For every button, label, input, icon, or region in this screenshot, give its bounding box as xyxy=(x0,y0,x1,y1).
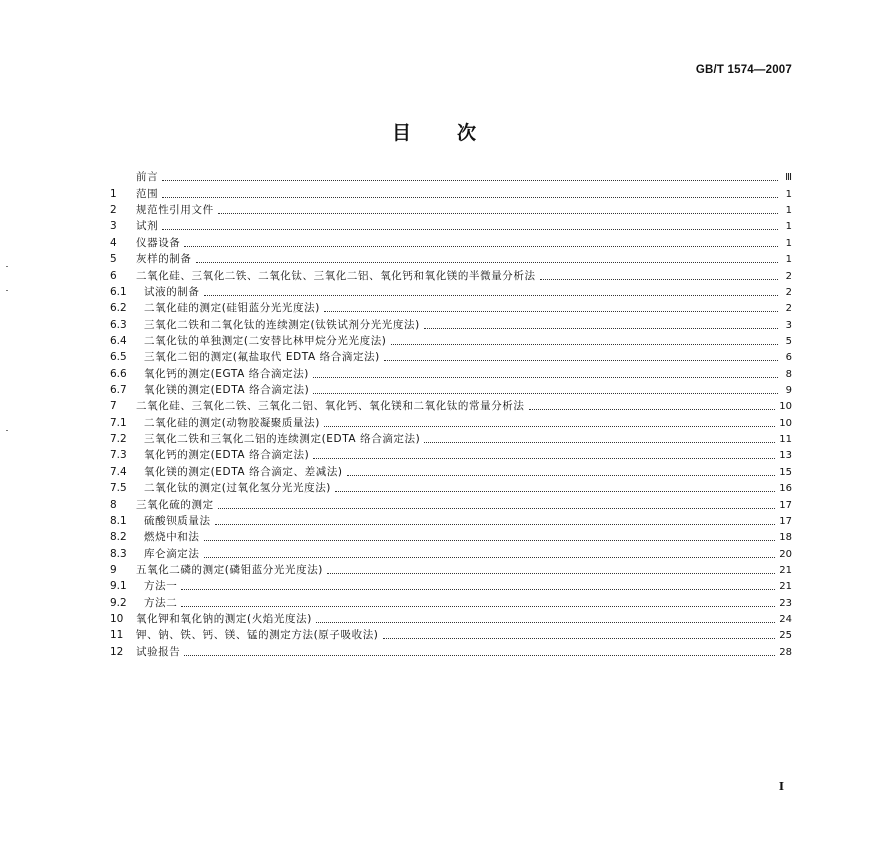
dot-leader xyxy=(347,475,776,476)
table-of-contents xyxy=(110,168,792,659)
toc-entry[interactable] xyxy=(110,184,792,200)
toc-entry-page: 2 xyxy=(785,286,792,298)
dot-leader xyxy=(204,540,776,541)
toc-entry-label: 二氧化硅的测定(动物胶凝聚质量法) xyxy=(144,416,320,429)
toc-entry-label: 硫酸钡质量法 xyxy=(144,514,211,527)
toc-entry-label: 氧化镁的测定(EDTA 络合滴定、差减法) xyxy=(144,465,343,478)
toc-entry[interactable] xyxy=(110,315,792,331)
toc-entry-number: 8 xyxy=(110,498,117,511)
dot-leader xyxy=(327,573,775,574)
scan-artifact xyxy=(6,266,8,267)
dot-leader xyxy=(313,458,775,459)
toc-entry-label: 灰样的制备 xyxy=(136,253,192,266)
toc-entry-number: 1 xyxy=(110,187,117,200)
toc-entry-label: 燃烧中和法 xyxy=(144,531,200,544)
toc-entry-page: 13 xyxy=(779,450,792,462)
toc-entry-number: 7.2 xyxy=(110,433,127,446)
toc-entry[interactable] xyxy=(110,495,792,511)
toc-entry[interactable] xyxy=(110,168,792,184)
page-number: I xyxy=(778,780,784,793)
toc-entry-label: 三氧化二铁和二氧化钛的连续测定(钛铁试剂分光光度法) xyxy=(144,318,420,331)
toc-entry-number: 6.2 xyxy=(110,302,127,315)
toc-entry-label: 规范性引用文件 xyxy=(136,204,214,217)
toc-entry-page: 15 xyxy=(779,466,792,478)
toc-entry-page: 17 xyxy=(779,499,792,511)
dot-leader xyxy=(324,426,775,427)
toc-entry-page: 8 xyxy=(785,368,792,380)
toc-entry-number: 2 xyxy=(110,204,117,217)
dot-leader xyxy=(196,262,779,263)
toc-entry[interactable] xyxy=(110,577,792,593)
toc-entry-label: 二氧化钛的单独测定(二安替比林甲烷分光光度法) xyxy=(144,334,387,347)
toc-entry-number: 9.2 xyxy=(110,596,127,609)
page-title xyxy=(0,118,870,145)
dot-leader xyxy=(162,229,778,230)
toc-entry-number: 7.4 xyxy=(110,465,127,478)
toc-entry-label: 库仑滴定法 xyxy=(144,547,200,560)
toc-entry-page: 6 xyxy=(785,352,792,364)
toc-entry-number: 7.1 xyxy=(110,416,127,429)
toc-entry-label: 氧化钙的测定(EDTA 络合滴定法) xyxy=(144,449,310,462)
toc-entry-page: 2 xyxy=(785,270,792,282)
toc-entry-page: 1 xyxy=(785,205,792,217)
dot-leader xyxy=(184,655,775,656)
dot-leader xyxy=(215,524,776,525)
dot-leader xyxy=(529,409,776,410)
toc-entry-page: 1 xyxy=(785,254,792,266)
toc-entry[interactable] xyxy=(110,217,792,233)
toc-entry-label: 三氧化二铁和三氧化二铝的连续测定(EDTA 络合滴定法) xyxy=(144,433,421,446)
dot-leader xyxy=(181,589,775,590)
toc-entry[interactable] xyxy=(110,479,792,495)
toc-entry[interactable] xyxy=(110,299,792,315)
toc-entry-label: 试液的制备 xyxy=(144,285,200,298)
toc-entry-number: 7.3 xyxy=(110,449,127,462)
toc-entry-page: 10 xyxy=(779,417,792,429)
dot-leader xyxy=(181,606,775,607)
toc-entry-page: 28 xyxy=(779,646,792,658)
toc-entry-label: 氧化镁的测定(EDTA 络合滴定法) xyxy=(144,384,310,397)
toc-entry[interactable] xyxy=(110,201,792,217)
dot-leader xyxy=(424,328,778,329)
toc-entry-label: 仪器设备 xyxy=(136,236,181,249)
toc-entry[interactable] xyxy=(110,332,792,348)
toc-entry[interactable] xyxy=(110,397,792,413)
toc-entry-label: 试剂 xyxy=(136,220,159,233)
toc-entry-number: 9.1 xyxy=(110,580,127,593)
dot-leader xyxy=(383,638,776,639)
toc-entry[interactable] xyxy=(110,593,792,609)
toc-entry-page: 17 xyxy=(779,515,792,527)
toc-entry-label: 前言 xyxy=(136,171,159,184)
dot-leader xyxy=(391,344,779,345)
toc-entry[interactable] xyxy=(110,430,792,446)
toc-entry[interactable] xyxy=(110,266,792,282)
toc-entry[interactable] xyxy=(110,348,792,364)
toc-entry-number: 6.6 xyxy=(110,367,127,380)
toc-entry-page: 20 xyxy=(779,548,792,560)
dot-leader xyxy=(324,311,778,312)
toc-entry[interactable] xyxy=(110,642,792,658)
toc-entry-number: 7.5 xyxy=(110,482,127,495)
toc-entry-number: 6 xyxy=(110,269,117,282)
toc-entry-number: 7 xyxy=(110,400,117,413)
title-part-2: 次 xyxy=(457,122,479,144)
standard-code: GB/T 1574—2007 xyxy=(695,64,792,76)
dot-leader xyxy=(424,442,775,443)
dot-leader xyxy=(204,295,779,296)
toc-entry-page: 16 xyxy=(779,483,792,495)
dot-leader xyxy=(204,557,776,558)
toc-entry-label: 二氧化硅、三氧化二铁、三氧化二铝、氧化钙、氧化镁和二氧化钛的常量分析法 xyxy=(136,400,525,413)
dot-leader xyxy=(184,246,778,247)
scan-artifact xyxy=(6,290,8,291)
title-part-1: 目 xyxy=(391,122,413,144)
dot-leader xyxy=(218,213,778,214)
toc-entry-page: 3 xyxy=(785,319,792,331)
toc-entry-label: 方法一 xyxy=(144,580,178,593)
toc-entry-page: 21 xyxy=(779,564,792,576)
dot-leader xyxy=(162,197,778,198)
toc-entry-page: 1 xyxy=(785,221,792,233)
toc-entry-label: 范围 xyxy=(136,187,159,200)
toc-entry[interactable] xyxy=(110,413,792,429)
dot-leader xyxy=(540,279,778,280)
toc-entry-page: 23 xyxy=(779,597,792,609)
toc-entry[interactable] xyxy=(110,250,792,266)
toc-entry-number: 9 xyxy=(110,563,117,576)
toc-entry[interactable] xyxy=(110,528,792,544)
toc-entry-number: 6.5 xyxy=(110,351,127,364)
toc-entry[interactable] xyxy=(110,561,792,577)
toc-entry[interactable] xyxy=(110,233,792,249)
toc-entry[interactable] xyxy=(110,446,792,462)
toc-entry-page: 9 xyxy=(785,385,792,397)
toc-entry[interactable] xyxy=(110,610,792,626)
toc-entry-label: 三氧化二铝的测定(氟盐取代 EDTA 络合滴定法) xyxy=(144,351,380,364)
toc-entry-number: 8.1 xyxy=(110,514,127,527)
toc-entry-page: 24 xyxy=(779,614,792,626)
toc-entry[interactable] xyxy=(110,626,792,642)
toc-entry-page: 18 xyxy=(779,532,792,544)
toc-entry-number: 5 xyxy=(110,253,117,266)
toc-entry-label: 三氧化硫的测定 xyxy=(136,498,214,511)
toc-entry-label: 二氧化硅的测定(硅钼蓝分光光度法) xyxy=(144,302,320,315)
toc-entry[interactable] xyxy=(110,462,792,478)
toc-entry-label: 试验报告 xyxy=(136,645,181,658)
toc-entry-number: 6.3 xyxy=(110,318,127,331)
dot-leader xyxy=(384,360,778,361)
dot-leader xyxy=(162,180,778,181)
toc-entry-number: 4 xyxy=(110,236,117,249)
toc-entry-number: 6.4 xyxy=(110,334,127,347)
scan-artifact xyxy=(6,430,8,431)
toc-entry-number: 3 xyxy=(110,220,117,233)
toc-entry-label: 二氧化硅、三氧化二铁、二氧化钛、三氧化二铝、氧化钙和氧化镁的半微量分析法 xyxy=(136,269,536,282)
toc-entry[interactable] xyxy=(110,364,792,380)
toc-entry-page: 11 xyxy=(779,434,792,446)
toc-entry-page: 2 xyxy=(785,303,792,315)
toc-entry-number: 8.3 xyxy=(110,547,127,560)
toc-entry-page: 5 xyxy=(785,335,792,347)
toc-entry[interactable] xyxy=(110,381,792,397)
toc-entry-number: 6.7 xyxy=(110,384,127,397)
toc-entry[interactable] xyxy=(110,512,792,528)
toc-entry-page: 25 xyxy=(779,630,792,642)
dot-leader xyxy=(218,508,776,509)
toc-entry-number: 12 xyxy=(110,645,124,658)
toc-entry-page: Ⅲ xyxy=(785,172,792,184)
toc-entry-page: 21 xyxy=(779,581,792,593)
toc-entry-number: 6.1 xyxy=(110,285,127,298)
toc-entry-number: 8.2 xyxy=(110,531,127,544)
toc-entry-page: 10 xyxy=(779,401,792,413)
dot-leader xyxy=(313,377,778,378)
toc-entry[interactable] xyxy=(110,544,792,560)
dot-leader xyxy=(313,393,778,394)
toc-entry-number: 10 xyxy=(110,613,124,626)
toc-entry-label: 五氧化二磷的测定(磷钼蓝分光光度法) xyxy=(136,563,323,576)
toc-entry[interactable] xyxy=(110,283,792,299)
dot-leader xyxy=(335,491,775,492)
toc-entry-label: 氧化钾和氧化钠的测定(火焰光度法) xyxy=(136,613,312,626)
dot-leader xyxy=(316,622,775,623)
toc-entry-number: 11 xyxy=(110,629,124,642)
toc-entry-label: 钾、钠、铁、钙、镁、锰的测定方法(原子吸收法) xyxy=(136,629,379,642)
toc-entry-label: 二氧化钛的测定(过氧化氢分光光度法) xyxy=(144,482,331,495)
toc-entry-label: 方法二 xyxy=(144,596,178,609)
toc-entry-label: 氧化钙的测定(EGTA 络合滴定法) xyxy=(144,367,310,380)
toc-entry-page: 1 xyxy=(785,188,792,200)
toc-entry-page: 1 xyxy=(785,237,792,249)
